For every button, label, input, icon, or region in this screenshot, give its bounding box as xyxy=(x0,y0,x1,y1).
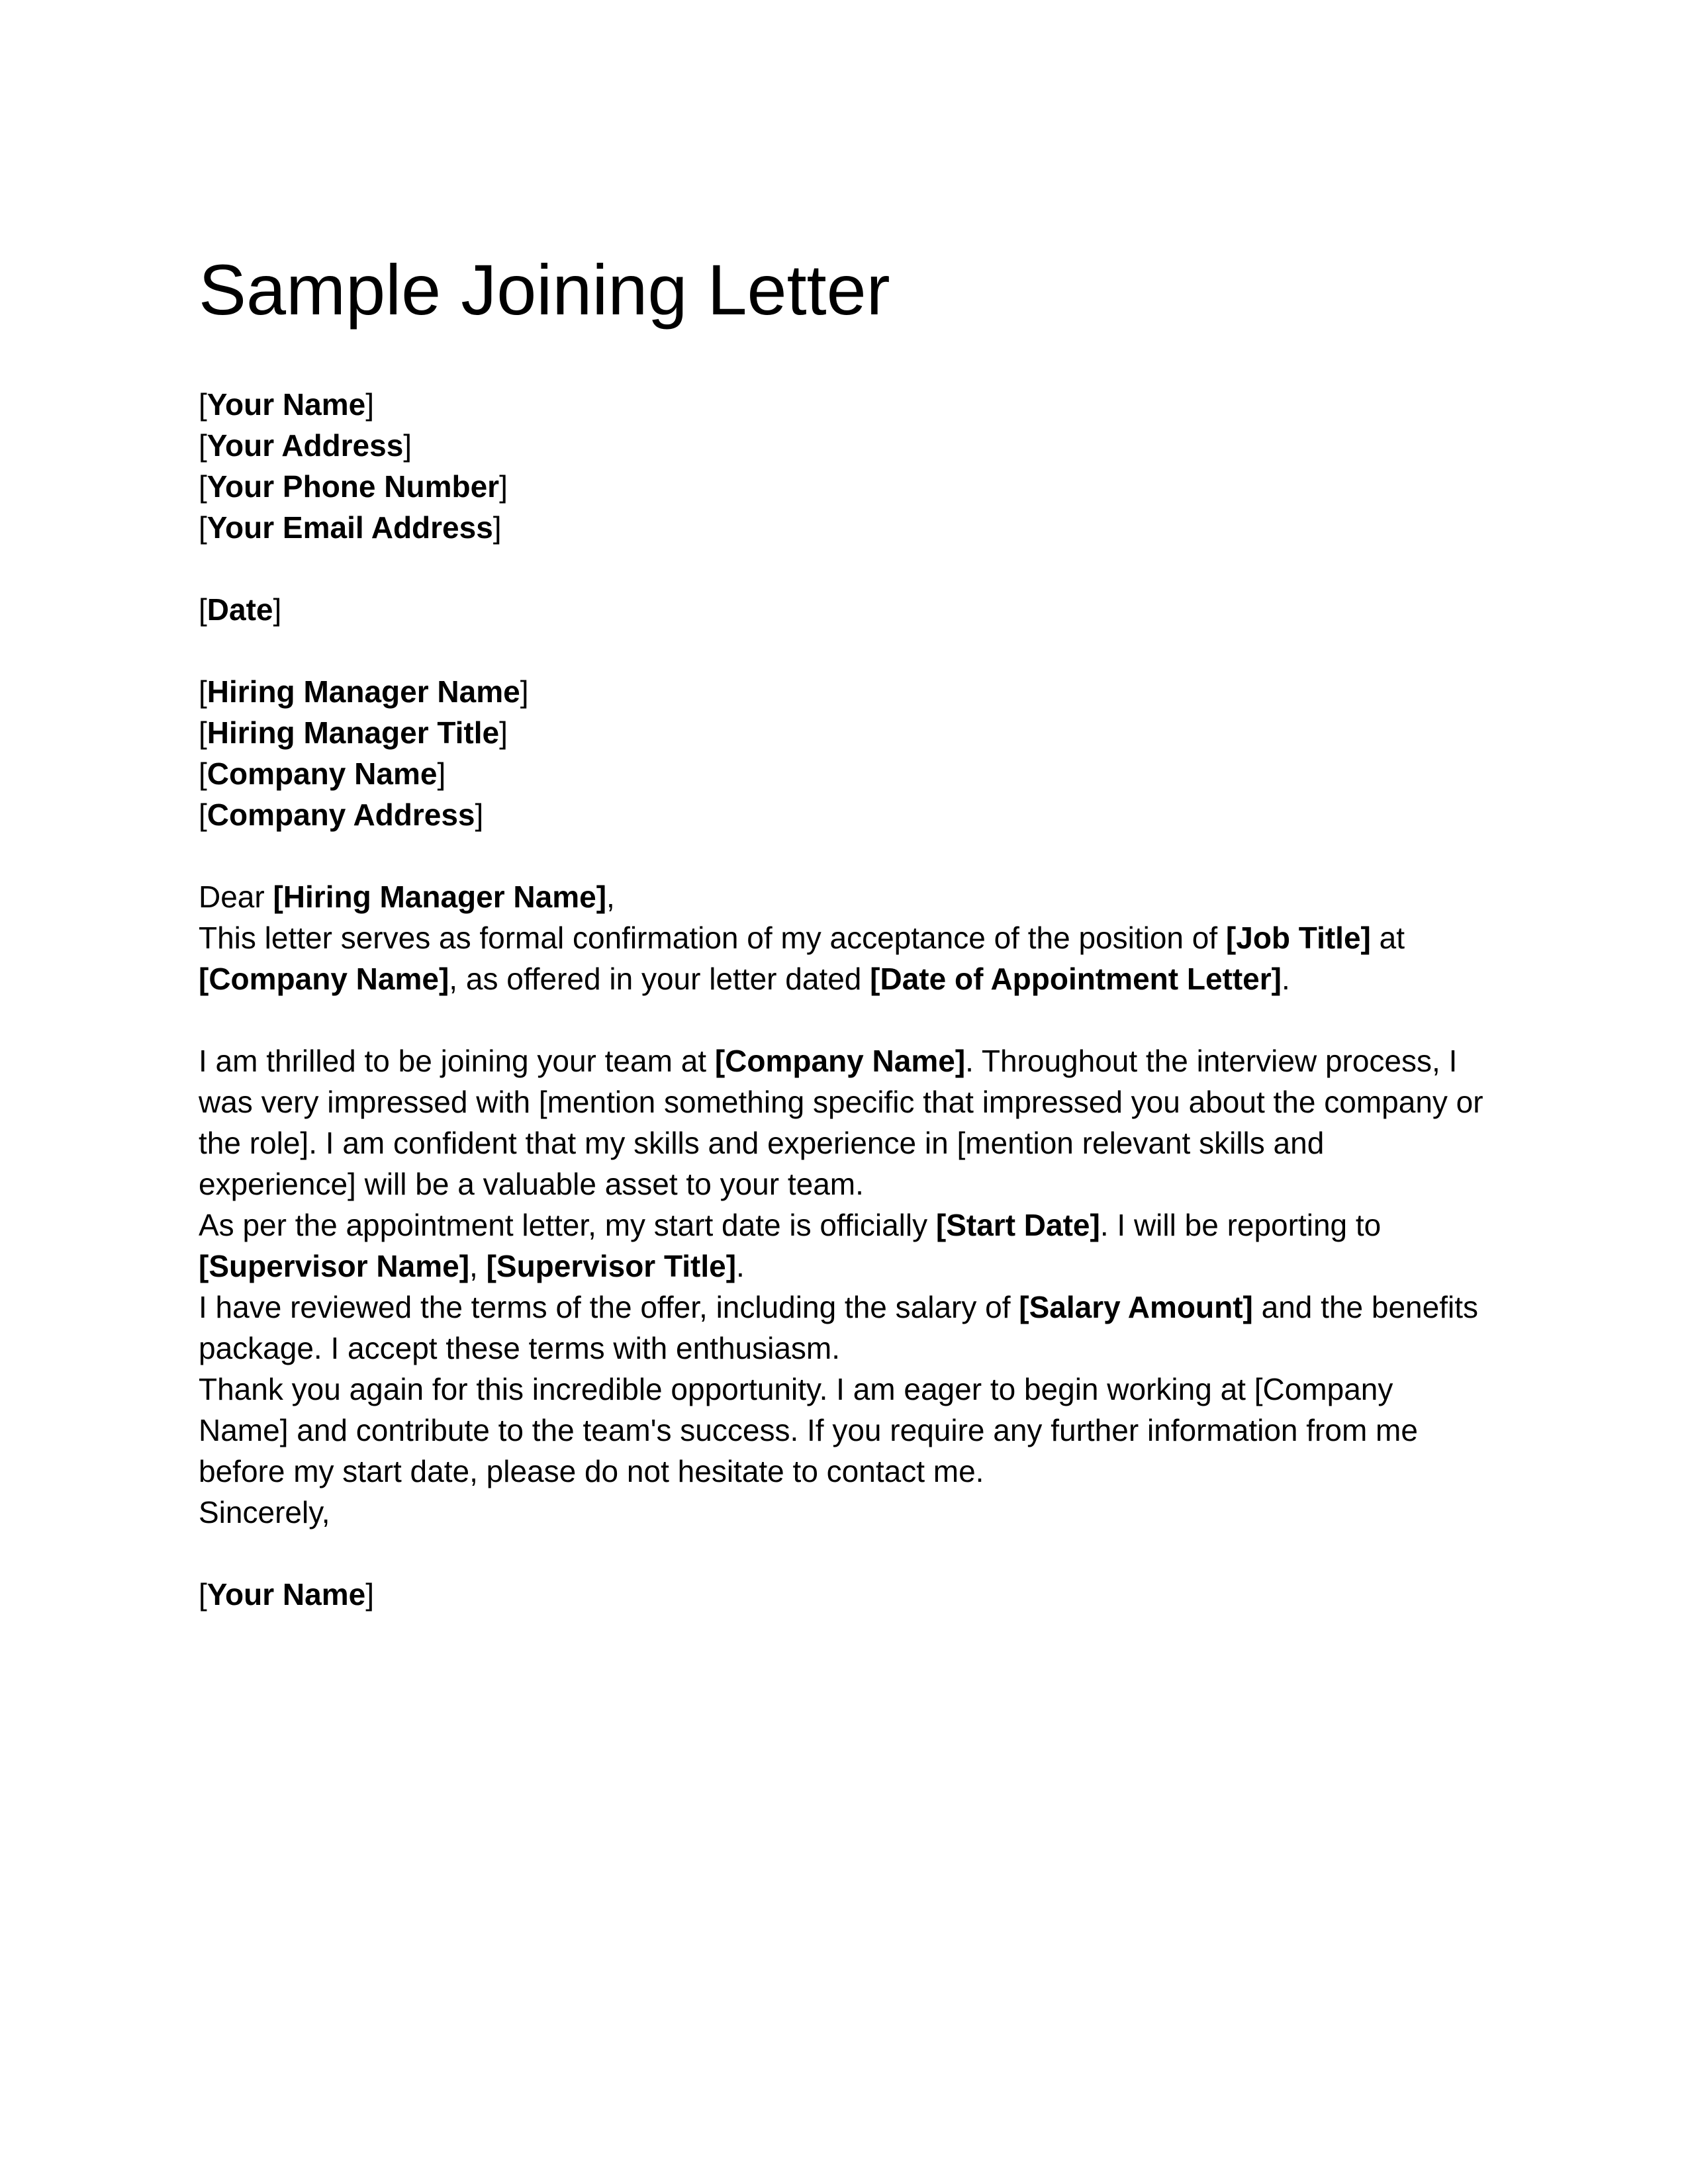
salutation-line: Dear [Hiring Manager Name], xyxy=(199,880,615,914)
date-line: [Date] xyxy=(199,592,282,627)
acceptance-paragraph: This letter serves as formal confirmation of my acceptance of the position of [Job Title] at [Company Name], as offered in your letter dated [Date of Appointment Letter]. xyxy=(199,921,1405,996)
salary-terms-paragraph: I have reviewed the terms of the offer, including the salary of [Salary Amount] and the benefits package. I accept these terms with enthusiasm. xyxy=(199,1290,1479,1365)
document-title: Sample Joining Letter xyxy=(199,250,890,330)
recipient-manager-name-line: [Hiring Manager Name] xyxy=(199,674,529,709)
thank-you-paragraph: Thank you again for this incredible opportunity. I am eager to begin working at [Company Name] and contribute to the team's success. If you require any further information from me before my start date, please do not hesitate to contact me. xyxy=(199,1372,1418,1488)
signature-block xyxy=(199,1574,1489,1615)
closing-block xyxy=(199,1492,1489,1533)
sender-phone-line: [Your Phone Number] xyxy=(199,469,508,504)
recipient-company-name-line: [Company Name] xyxy=(199,756,446,791)
start-date-paragraph: As per the appointment letter, my start date is officially [Start Date]. I will be reporting to [Supervisor Name], [Supervisor Title]. xyxy=(199,1208,1382,1283)
recipient-manager-title-line: [Hiring Manager Title] xyxy=(199,715,508,750)
signature-line: [Your Name] xyxy=(199,1577,374,1612)
date-block xyxy=(199,589,1489,630)
sender-email-line: [Your Email Address] xyxy=(199,510,502,545)
enthusiasm-paragraph: I am thrilled to be joining your team at [Company Name]. Throughout the interview process, I was very impressed with [mention something specific that impressed you about the company or the role]. I am confident that my skills and experience in [mention relevant skills and experience] will be a valuable asset to your team. xyxy=(199,1044,1483,1201)
closing-line: Sincerely, xyxy=(199,1495,330,1529)
acceptance-paragraph-block xyxy=(199,876,1489,999)
sender-block xyxy=(199,384,1489,548)
recipient-block xyxy=(199,671,1489,835)
sender-name-line: [Your Name] xyxy=(199,387,374,422)
recipient-company-address-line: [Company Address] xyxy=(199,797,484,832)
sender-address-line: [Your Address] xyxy=(199,428,412,463)
